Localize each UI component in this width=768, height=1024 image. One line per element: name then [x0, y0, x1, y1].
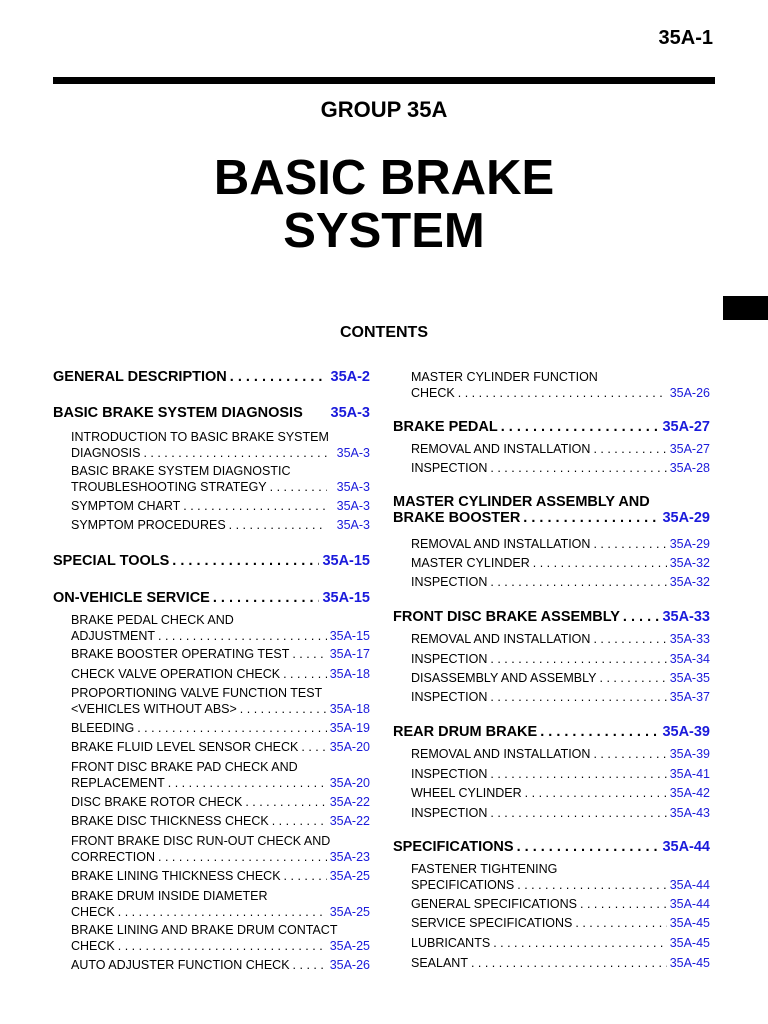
toc-subentry[interactable]: REMOVAL AND INSTALLATION . . . 35A-29 [411, 536, 710, 552]
section-tab-marker [723, 296, 768, 320]
toc-subentry[interactable]: REMOVAL AND INSTALLATION . . . 35A-27 [411, 441, 710, 457]
toc-subentry[interactable]: WHEEL CYLINDER . . . 35A-42 [411, 785, 710, 801]
toc-subentry[interactable]: SYMPTOM PROCEDURES . . . 35A-3 [71, 517, 370, 533]
header-rule [53, 77, 715, 84]
toc-subentry[interactable]: MASTER CYLINDER . . . 35A-32 [411, 555, 710, 571]
toc-page[interactable]: 35A-3 [330, 405, 370, 421]
contents-heading: CONTENTS [340, 324, 428, 341]
toc-subentry[interactable]: INSPECTION . . . 35A-41 [411, 766, 710, 782]
toc-subentry[interactable]: REMOVAL AND INSTALLATION . . . 35A-33 [411, 631, 710, 647]
toc-subentry[interactable]: BLEEDING . . . 35A-19 [71, 720, 370, 736]
toc-subentry[interactable]: INSPECTION . . . 35A-28 [411, 460, 710, 476]
toc-subentry[interactable]: INSPECTION . . . 35A-32 [411, 574, 710, 590]
toc-subentry[interactable]: DISC BRAKE ROTOR CHECK . . . 35A-22 [71, 794, 370, 810]
toc-subentry[interactable]: CHECK VALVE OPERATION CHECK . . . 35A-18 [71, 666, 370, 682]
toc-subentry[interactable]: BRAKE LINING THICKNESS CHECK . . . 35A-25 [71, 868, 370, 884]
title-line-1: BASIC BRAKE [213, 151, 555, 205]
group-label: GROUP 35A [320, 97, 448, 122]
page-title [0, 152, 768, 258]
toc-subentry[interactable]: INSPECTION . . . 35A-43 [411, 805, 710, 821]
toc-subentry[interactable]: PROPORTIONING VALVE FUNCTION TEST <VEHICLES WITHOUT ABS> . . . 35A-18 [71, 685, 370, 717]
toc-rear-drum-brake[interactable]: REAR DRUM BRAKE . . . 35A-39 [393, 724, 710, 740]
toc-subentry[interactable]: BRAKE DRUM INSIDE DIAMETER CHECK . . . 35A-25 [71, 888, 370, 920]
toc-subentry[interactable]: REMOVAL AND INSTALLATION . . . 35A-39 [411, 746, 710, 762]
toc-subentry[interactable]: FASTENER TIGHTENING SPECIFICATIONS . . . 35A-44 [411, 861, 710, 893]
toc-page[interactable]: 35A-2 [330, 369, 370, 385]
toc-special-tools[interactable]: SPECIAL TOOLS . . . 35A-15 [53, 553, 370, 569]
toc-subentry[interactable]: BRAKE DISC THICKNESS CHECK . . . 35A-22 [71, 813, 370, 829]
toc-master-cylinder-booster[interactable]: MASTER CYLINDER ASSEMBLY AND BRAKE BOOSTER . . . 35A-29 [393, 494, 710, 526]
toc-subentry[interactable]: INTRODUCTION TO BASIC BRAKE SYSTEM DIAGNOSIS . . . 35A-3 [71, 429, 370, 461]
toc-subentry[interactable]: LUBRICANTS . . . 35A-45 [411, 935, 710, 951]
toc-subentry[interactable]: FRONT BRAKE DISC RUN-OUT CHECK AND CORRECTION . . . 35A-23 [71, 833, 370, 865]
toc-front-disc-brake[interactable]: FRONT DISC BRAKE ASSEMBLY . . . 35A-33 [393, 609, 710, 625]
toc-subentry[interactable]: SYMPTOM CHART . . . 35A-3 [71, 498, 370, 514]
toc-subentry[interactable]: MASTER CYLINDER FUNCTION CHECK . . . 35A-26 [411, 369, 710, 401]
toc-subentry[interactable]: AUTO ADJUSTER FUNCTION CHECK . . . 35A-26 [71, 957, 370, 973]
toc-subentry[interactable]: FRONT DISC BRAKE PAD CHECK AND REPLACEMENT . . . 35A-20 [71, 759, 370, 791]
toc-subentry[interactable]: GENERAL SPECIFICATIONS . . . 35A-44 [411, 896, 710, 912]
toc-subentry[interactable]: BRAKE LINING AND BRAKE DRUM CONTACT CHECK . . . 35A-25 [71, 922, 370, 954]
toc-label: BASIC BRAKE SYSTEM DIAGNOSIS [53, 405, 303, 421]
toc-subentry[interactable]: INSPECTION . . . 35A-34 [411, 651, 710, 667]
toc-brake-pedal[interactable]: BRAKE PEDAL . . . 35A-27 [393, 419, 710, 435]
toc-on-vehicle-service[interactable]: ON-VEHICLE SERVICE . . . 35A-15 [53, 590, 370, 606]
toc-subentry[interactable]: BASIC BRAKE SYSTEM DIAGNOSTIC TROUBLESHOOTING STRATEGY . . . 35A-3 [71, 463, 370, 495]
toc-subentry[interactable]: DISASSEMBLY AND ASSEMBLY . . . 35A-35 [411, 670, 710, 686]
toc-subentry[interactable]: BRAKE BOOSTER OPERATING TEST . . . 35A-17 [71, 646, 370, 662]
toc-general-description[interactable] [53, 369, 370, 385]
toc-subentry[interactable]: SERVICE SPECIFICATIONS . . . 35A-45 [411, 915, 710, 931]
toc-subentry[interactable]: BRAKE FLUID LEVEL SENSOR CHECK . . . 35A-20 [71, 739, 370, 755]
title-line-2: SYSTEM [283, 204, 485, 258]
toc-subentry[interactable]: SEALANT . . . 35A-45 [411, 955, 710, 971]
toc-subentry[interactable]: INSPECTION . . . 35A-37 [411, 689, 710, 705]
toc-specifications[interactable]: SPECIFICATIONS . . . 35A-44 [393, 839, 710, 855]
toc-diagnosis[interactable] [53, 405, 370, 421]
toc-subentry[interactable]: BRAKE PEDAL CHECK AND ADJUSTMENT . . . 35A-15 [71, 612, 370, 644]
page-number: 35A-1 [658, 27, 713, 49]
toc-label: GENERAL DESCRIPTION [53, 369, 227, 385]
